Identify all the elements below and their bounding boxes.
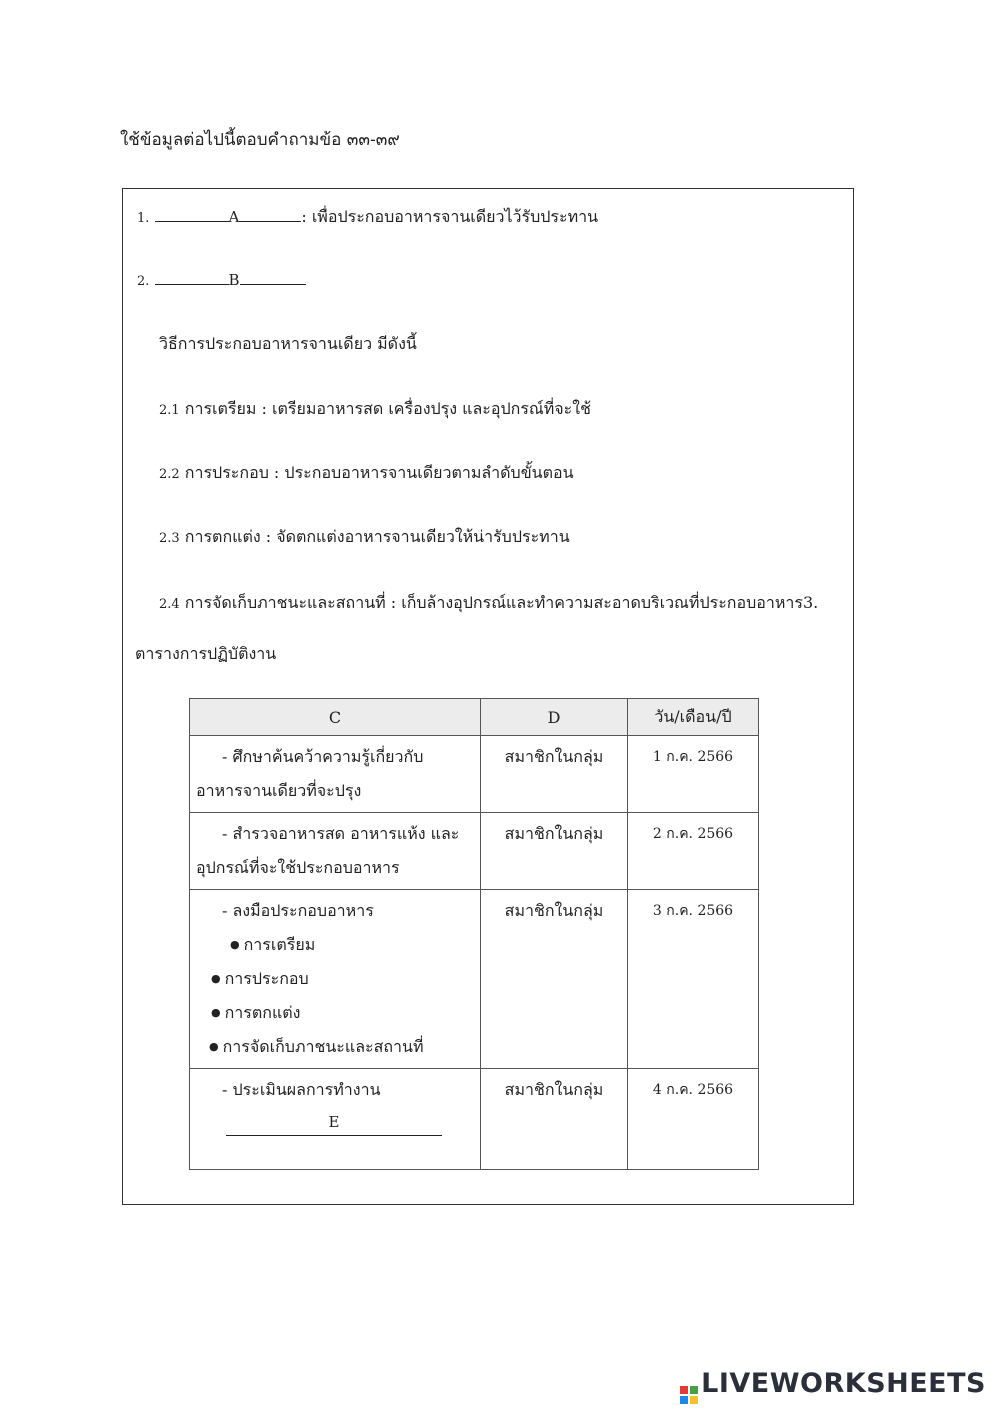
who-cell: สมาชิกในกลุ่ม	[481, 813, 628, 890]
intro-instruction: ใช้ข้อมูลต่อไปนี้ตอบคำถามข้อ ๓๓-๓๙	[120, 130, 400, 150]
task-cell	[190, 813, 481, 890]
step-2-1	[159, 397, 591, 422]
bullet-item: ● การเตรียม	[196, 928, 474, 962]
logo-icon	[680, 1386, 698, 1404]
bullet-item: ● การประกอบ	[196, 962, 474, 996]
blank-a-right[interactable]	[239, 207, 301, 222]
schedule-title: ตารางการปฏิบัติงาน	[135, 644, 277, 663]
step-number: 2.1	[159, 403, 180, 418]
blank-e[interactable]: E	[226, 1109, 442, 1136]
date-cell: 1 ก.ค. 2566	[628, 736, 759, 813]
item-1	[137, 205, 598, 230]
task-line: อุปกรณ์ที่จะใช้ประกอบอาหาร	[196, 858, 400, 877]
step-number: 2.4	[159, 597, 180, 612]
item-2-number: 2.	[137, 274, 150, 289]
logo-square	[680, 1386, 688, 1394]
logo-text: LIVEWORKSHEETS	[701, 1368, 986, 1399]
step-text: การประกอบ : ประกอบอาหารจานเดียวตามลำดับขั้นตอน	[184, 463, 574, 482]
date-cell: 4 ก.ค. 2566	[628, 1069, 759, 1170]
step-text: การเตรียม : เตรียมอาหารสด เครื่องปรุง และอุปกรณ์ที่จะใช้	[184, 399, 591, 418]
who-cell: สมาชิกในกลุ่ม	[481, 736, 628, 813]
item-2	[137, 270, 306, 289]
date-cell: 3 ก.ค. 2566	[628, 890, 759, 1069]
bullet-item: ● การจัดเก็บภาชนะและสถานที่	[196, 1030, 474, 1064]
method-heading: วิธีการประกอบอาหารจานเดียว มีดังนี้	[159, 334, 417, 353]
header-d: D	[481, 699, 628, 736]
date-cell: 2 ก.ค. 2566	[628, 813, 759, 890]
step-number: 2.2	[159, 467, 180, 482]
task-line: - ศึกษาค้นคว้าความรู้เกี่ยวกับ	[222, 747, 424, 766]
letter-b: B	[228, 271, 240, 289]
table-row	[190, 736, 759, 813]
letter-a: A	[228, 208, 240, 226]
blank-b-left[interactable]	[155, 270, 229, 285]
content-box	[122, 188, 854, 1205]
table-row	[190, 813, 759, 890]
task-line: - ประเมินผลการทำงาน	[222, 1080, 381, 1099]
task-line: - ลงมือประกอบอาหาร	[222, 901, 374, 920]
blank-b-right[interactable]	[240, 270, 306, 285]
header-date: วัน/เดือน/ปี	[628, 699, 759, 736]
step-text: การตกแต่ง : จัดตกแต่งอาหารจานเดียวให้น่ารับประทาน	[184, 527, 570, 546]
task-cell	[190, 890, 481, 1069]
logo-square	[680, 1396, 688, 1404]
who-cell: สมาชิกในกลุ่ม	[481, 1069, 628, 1170]
table-row	[190, 1069, 759, 1170]
header-c: C	[190, 699, 481, 736]
blank-a-left[interactable]	[155, 207, 229, 222]
task-cell	[190, 1069, 481, 1170]
step-2-4	[159, 591, 818, 616]
step-2-3	[159, 525, 570, 550]
logo-square	[690, 1396, 698, 1404]
item-1-text: : เพื่อประกอบอาหารจานเดียวไว้รับประทาน	[301, 207, 599, 226]
schedule-table	[189, 698, 759, 1170]
task-line: - สำรวจอาหารสด อาหารแห้ง และ	[222, 824, 460, 843]
task-line: อาหารจานเดียวที่จะปรุง	[196, 781, 362, 800]
item-1-number: 1.	[137, 211, 150, 226]
who-cell: สมาชิกในกลุ่ม	[481, 890, 628, 1069]
table-row	[190, 890, 759, 1069]
task-cell	[190, 736, 481, 813]
table-header-row	[190, 699, 759, 736]
logo-square	[690, 1386, 698, 1394]
bullet-item: ● การตกแต่ง	[196, 996, 474, 1030]
step-2-2	[159, 461, 574, 486]
step-text: การจัดเก็บภาชนะและสถานที่ : เก็บล้างอุปกรณ์และทำความสะอาดบริเวณที่ประกอบอาหาร3.	[184, 593, 819, 612]
step-number: 2.3	[159, 531, 180, 546]
liveworksheets-logo	[680, 1368, 986, 1404]
